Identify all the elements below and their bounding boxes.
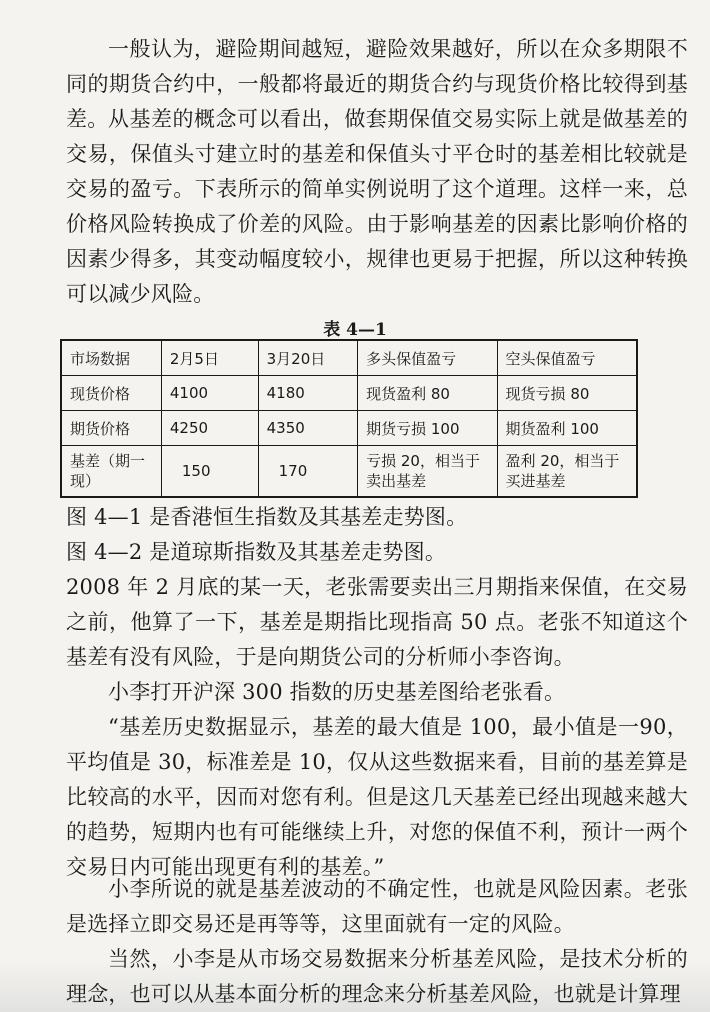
table-cell: 170 bbox=[258, 446, 357, 498]
header-cell: 空头保值盈亏 bbox=[497, 340, 637, 376]
table-cell: 现货盈利 80 bbox=[358, 376, 497, 411]
table-cell: 4100 bbox=[161, 376, 258, 411]
paragraph-analysis: 当然，小李是从市场交易数据来分析基差风险，是技术分析的理念，也可以从基本面分析的理念来分析基差风险，也就是计算理 bbox=[66, 947, 688, 1006]
paragraph-basis-concept: 从基差的概念可以看出，做套期保值交易实际上就是做基差的交易，保值头寸建立时的基差和保值头寸平仓时的基差相比较就是交易的盈亏。下表所示的简单实例说明了这个道理。这样一来，总价格风险转换成了价差的风险。由于影响基差的因素比影响价格的因素少得多，其变动幅度较小，规律也更易于把握，所以这种转换可以减少风险。 bbox=[66, 107, 688, 306]
table-cell: 现货亏损 80 bbox=[497, 376, 637, 411]
table-cell: 150 bbox=[161, 446, 258, 498]
paragraph-quote: “基差历史数据显示，基差的最大值是 100，最小值是一90，平均值是 30，标准差是 10，仅从这些数据来看，目前的基差算是比较高的水平，因而对您有利。但是这几天基差已经出现越来越大的趋势，短期内也有可能继续上升，对您的保值不利，预计一两个交易日内可能出现更有利的基差。” bbox=[66, 715, 688, 879]
table-cell: 期货亏损 100 bbox=[358, 411, 497, 446]
table-cell: 现货价格 bbox=[61, 376, 161, 411]
paragraph-lao-zhang: 2008 年 2 月底的某一天，老张需要卖出三月期指来保值，在交易之前，他算了一下，基差是期指比现指高 50 点。老张不知道这个基差有没有风险，于是向期货公司的分析师小李咨询。 bbox=[66, 575, 688, 669]
table-row bbox=[61, 446, 637, 498]
table-row bbox=[61, 411, 637, 446]
paragraph-xiao-li-chart: 小李打开沪深 300 指数的历史基差图给老张看。 bbox=[108, 680, 566, 704]
basis-table bbox=[60, 339, 638, 498]
header-cell: 2月5日 bbox=[161, 340, 258, 376]
paragraph-figure-4-1: 图 4—1 是香港恒生指数及其基差走势图。 bbox=[66, 505, 468, 529]
paragraph-uncertainty: 小李所说的就是基差波动的不确定性，也就是风险因素。老张是选择立即交易还是再等等，这里面就有一定的风险。 bbox=[66, 877, 688, 936]
table-cell: 期货价格 bbox=[61, 411, 161, 446]
table-cell: 4350 bbox=[258, 411, 357, 446]
table-header-row bbox=[61, 340, 637, 376]
header-cell: 多头保值盈亏 bbox=[358, 340, 497, 376]
table-cell: 4250 bbox=[161, 411, 258, 446]
table-cell: 4180 bbox=[258, 376, 357, 411]
table-cell: 期货盈利 100 bbox=[497, 411, 637, 446]
table-row bbox=[61, 376, 637, 411]
header-cell: 市场数据 bbox=[61, 340, 161, 376]
table-caption: 表 4—1 bbox=[323, 320, 387, 340]
paragraph-hedge-period: 一般认为，避险期间越短，避险效果越好，所以在众多期限不同的期货合约中，一般都将最近的期货合约与现货价格比较得到基差。 bbox=[66, 37, 688, 131]
table-cell: 盈利 20，相当于买进基差 bbox=[497, 446, 637, 498]
table-cell: 基差（期一现） bbox=[61, 446, 161, 498]
table-cell: 亏损 20，相当于卖出基差 bbox=[358, 446, 497, 498]
header-cell: 3月20日 bbox=[258, 340, 357, 376]
paragraph-figure-4-2: 图 4—2 是道琼斯指数及其基差走势图。 bbox=[66, 540, 447, 564]
